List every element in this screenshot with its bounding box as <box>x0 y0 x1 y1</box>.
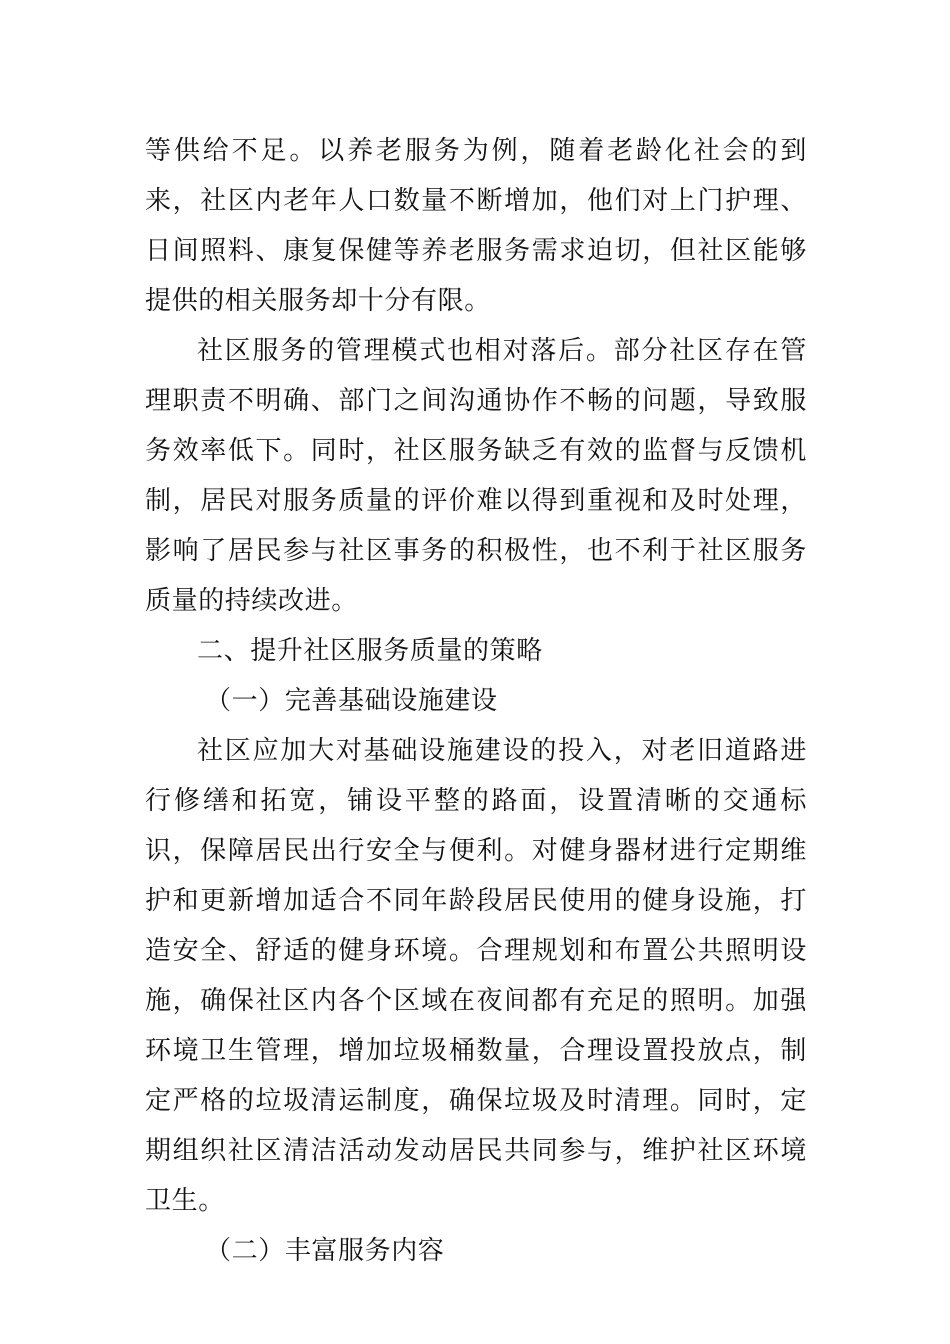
subsection-heading-infrastructure: （一）完善基础设施建设 <box>205 686 498 716</box>
paragraph-infrastructure: 社区应加大对基础设施建设的投入，对老旧道路进行修缮和拓宽，铺设平整的路面，设置清晰的交通标识，保障居民出行安全与便利。对健身器材进行定期维护和更新增加适合不同年龄段居民使用的健身设施，打造安全、舒适的健身环境。合理规划和布置公共照明设施，确保社区内各个区域在夜间都有充足的照明。加强环境卫生管理，增加垃圾桶数量，合理设置投放点，制定严格的垃圾清运制度，确保垃圾及时清理。同时，定期组织社区清洁活动发动居民共同参与，维护社区环境卫生。 <box>145 736 807 1216</box>
section-heading: 二、提升社区服务质量的策略 <box>197 636 543 666</box>
subsection-heading-services: （二）丰富服务内容 <box>205 1236 445 1266</box>
paragraph-continuation: 等供给不足。以养老服务为例，随着老龄化社会的到来，社区内老年人口数量不断增加，他们对上门护理、日间照料、康复保健等养老服务需求迫切，但社区能够提供的相关服务却十分有限。 <box>145 136 807 316</box>
document-body <box>145 126 807 1276</box>
paragraph-management-model: 社区服务的管理模式也相对落后。部分社区存在管理职责不明确、部门之间沟通协作不畅的问题，导致服务效率低下。同时，社区服务缺乏有效的监督与反馈机制，居民对服务质量的评价难以得到重视和及时处理，影响了居民参与社区事务的积极性，也不利于社区服务质量的持续改进。 <box>145 336 807 616</box>
